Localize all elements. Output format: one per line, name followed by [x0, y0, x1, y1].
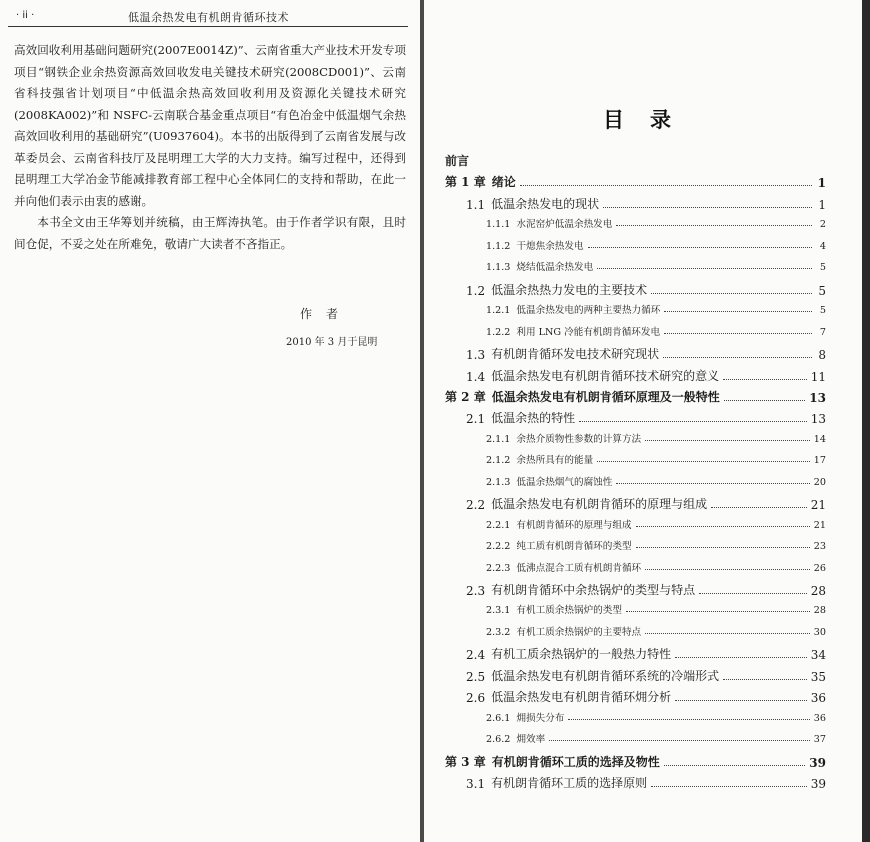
toc-leader-dots — [723, 679, 807, 680]
toc-entry-page: 11 — [810, 369, 826, 384]
toc-entry-number: 2.3.2 — [486, 626, 511, 638]
toc-entry-page: 7 — [819, 326, 826, 338]
author-signature: 作者 — [300, 307, 353, 321]
toc-leader-dots — [663, 357, 812, 358]
toc-entry-title: 㶲效率 — [516, 734, 546, 746]
toc-entry — [466, 281, 826, 298]
toc-entry-title: 低温余热发电有机朗肯循环原理及一般特性 — [491, 389, 720, 404]
toc-entry-title: 低温余热发电有机朗肯循环㶲分析 — [491, 690, 672, 705]
toc-entry-number: 2.2.1 — [486, 519, 511, 531]
toc-entry-title: 有机朗肯循环中余热锅炉的类型与特点 — [491, 583, 696, 597]
toc-entry-title: 有机朗肯循环工质的选择及物性 — [491, 754, 660, 769]
toc-leader-dots — [549, 740, 810, 741]
toc-entry — [486, 624, 826, 638]
toc-entry-title: 有机工质余热锅炉的主要特点 — [516, 626, 642, 638]
toc-leader-dots — [664, 765, 806, 766]
toc-entry-number: 1.2.2 — [486, 326, 511, 338]
running-title: 低温余热发电有机朗肯循环技术 — [128, 11, 289, 24]
toc-entry-page: 37 — [813, 734, 826, 746]
toc-entry-number: 1.2.1 — [486, 305, 511, 317]
paragraph: 高效回收利用基础问题研究(2007E0014Z)”、云南省重大产业技术开发专项项目“钢铁企业余热资源高效回收发电关键技术研究(2008CD001)”、云南省科技强省计划项目“中低温余热高效回收利用及资源化关键技术研究(2008KA002)”和 NSFC-云南联合基金重点项目“有色冶金中低温烟气余热高效回收利用的基础研究”(U0937604)。本书的出版得到了云南省发展与改革委员会、云南省科技厅及昆明理工大学的大力支持。编写过程中，还得到昆明理工大学冶金节能减排教育部工程中心全体同仁的支持和帮助，在此一并向他们表示由衷的感谢。 — [14, 43, 406, 208]
toc-leader-dots — [579, 421, 807, 422]
toc-entry-title: 利用 LNG 冷能有机朗肯循环发电 — [516, 326, 661, 338]
toc-leader-dots — [651, 293, 812, 294]
toc-entry — [486, 560, 826, 574]
toc-leader-dots — [636, 547, 810, 548]
toc-entry-title: 低温余热发电有机朗肯循环技术研究的意义 — [491, 368, 720, 383]
toc-entry-title: 绪论 — [491, 175, 516, 190]
toc-entry-title: 低温余热发电有机朗肯循环系统的冷端形式 — [491, 668, 720, 683]
toc-entry-title: 有机工质余热锅炉的一般热力特性 — [491, 647, 672, 662]
toc-entry-number: 2.6.1 — [486, 712, 511, 724]
toc-leader-dots — [664, 333, 812, 334]
toc-entry-title: 低温余热烟气的腐蚀性 — [516, 476, 613, 488]
toc-entry-page: 34 — [810, 648, 826, 663]
toc-entry-page: 39 — [809, 755, 826, 770]
toc-entry-number: 第 1 章 — [445, 175, 486, 190]
toc-entry — [466, 645, 826, 662]
toc-entry-number: 1.4 — [466, 369, 486, 384]
toc-entry-page: 39 — [810, 777, 826, 792]
toc-leader-dots — [616, 483, 809, 484]
toc-leader-dots — [603, 207, 812, 208]
toc-entry-page: 35 — [810, 669, 826, 684]
toc-entry — [466, 581, 826, 598]
toc-entry-number: 2.3 — [466, 584, 486, 598]
toc-entry — [486, 302, 826, 316]
toc-entry-title: 低温余热的特性 — [491, 411, 576, 426]
toc-entry-title: 纯工质有机朗肯循环的类型 — [516, 541, 632, 553]
toc-entry-number: 1.2 — [466, 283, 486, 298]
toc-leader-dots — [651, 786, 807, 787]
toc-entry — [486, 324, 826, 338]
toc-entry-title: 有机朗肯循环的原理与组成 — [516, 519, 632, 531]
toc-entry-title: 余热介质物性参数的计算方法 — [516, 433, 642, 445]
toc-leader-dots — [645, 633, 810, 634]
toc-entry-number: 1.1 — [466, 197, 486, 212]
toc-entry-number: 第 3 章 — [445, 754, 486, 769]
preface-text — [14, 40, 406, 255]
page-edge-shadow — [862, 0, 870, 842]
toc-entry-title: 低温余热热力发电的主要技术 — [491, 282, 648, 297]
toc-entry — [486, 517, 826, 531]
toc-entry — [486, 731, 826, 745]
toc-entry-page: 20 — [813, 476, 826, 488]
toc-entry — [466, 367, 826, 384]
toc-entry-page: 36 — [810, 691, 826, 706]
toc-entry — [486, 238, 826, 252]
toc-entry — [466, 409, 826, 426]
toc-entry-number: 2.6 — [466, 691, 486, 706]
toc-entry — [445, 753, 826, 770]
toc-leader-dots — [616, 225, 812, 226]
toc-entry-page: 13 — [809, 390, 826, 405]
toc-leader-dots — [675, 657, 807, 658]
toc-entry-title: 水泥窑炉低温余热发电 — [516, 219, 613, 231]
toc-entry — [486, 538, 826, 552]
toc-entry-title: 余热所具有的能量 — [516, 455, 594, 467]
running-header — [8, 6, 408, 27]
toc-entry-page: 1 — [817, 176, 826, 191]
toc-title: 目录 — [603, 108, 697, 132]
toc-entry-title: 低温余热发电的现状 — [491, 196, 600, 211]
toc-entry-number: 1.3 — [466, 348, 486, 363]
toc-entry-page: 26 — [813, 562, 826, 574]
toc-leader-dots — [636, 526, 810, 527]
toc-entry-number: 2.5 — [466, 669, 486, 684]
toc-leader-dots — [568, 719, 809, 720]
toc-entry-title: 低温余热发电有机朗肯循环的原理与组成 — [491, 497, 708, 512]
toc-entry-page: 21 — [810, 498, 826, 513]
toc-leader-dots — [588, 247, 812, 248]
toc-entry — [486, 710, 826, 724]
toc-entry — [486, 431, 826, 445]
toc-entry-page: 21 — [813, 519, 826, 531]
toc-entry-number: 2.2.2 — [486, 541, 511, 553]
toc-entry — [486, 452, 826, 466]
toc-entry — [486, 259, 826, 273]
toc-leader-dots — [597, 461, 810, 462]
toc-entry-page: 2 — [819, 219, 826, 231]
toc-entry-title: 有机朗肯循环工质的选择原则 — [491, 776, 648, 791]
toc-entry-number: 3.1 — [466, 777, 486, 792]
toc-leader-dots — [723, 379, 807, 380]
toc-entry-title: 干熄焦余热发电 — [516, 240, 584, 252]
toc-entry-title: 前言 — [445, 154, 470, 168]
toc-entry — [466, 667, 826, 684]
toc-entry-page: 1 — [818, 197, 826, 212]
toc-entry-number: 2.6.2 — [486, 734, 511, 746]
toc-entry-number: 2.1.3 — [486, 476, 511, 488]
toc-entry — [445, 388, 826, 405]
toc-entry-page: 14 — [813, 433, 826, 445]
toc-leader-dots — [597, 268, 812, 269]
toc-entry-number: 1.1.2 — [486, 240, 511, 252]
toc-entry-number: 2.1 — [466, 412, 486, 427]
toc-leader-dots — [699, 593, 807, 594]
toc-entry-title: 有机朗肯循环发电技术研究现状 — [491, 347, 660, 362]
toc-entry-number: 2.4 — [466, 648, 486, 663]
toc-entry-title: 烧结低温余热发电 — [516, 262, 594, 274]
toc-entry-number: 2.3.1 — [486, 605, 511, 617]
toc-leader-dots — [645, 440, 810, 441]
toc-entry-page: 17 — [813, 455, 826, 467]
toc-entry — [466, 774, 826, 791]
toc-leader-dots — [724, 400, 806, 401]
toc-entry-number: 2.2 — [466, 498, 486, 513]
toc-entry-number: 第 2 章 — [445, 389, 486, 404]
toc-entry-number: 2.1.2 — [486, 455, 511, 467]
toc-entry-number: 2.1.1 — [486, 433, 511, 445]
page-number: · ii · — [16, 10, 35, 21]
toc-entry — [445, 152, 469, 169]
toc-entry-number: 2.2.3 — [486, 562, 511, 574]
toc-entry — [466, 495, 826, 512]
toc-entry-page: 5 — [819, 262, 826, 274]
toc-leader-dots — [711, 507, 807, 508]
toc-entry — [486, 474, 826, 488]
toc-entry — [445, 173, 826, 190]
toc-entry-page: 5 — [818, 283, 826, 298]
toc-entry — [466, 195, 826, 212]
toc-entry-number: 1.1.3 — [486, 262, 511, 274]
toc-entry — [486, 216, 826, 230]
toc-entry-page: 36 — [813, 712, 826, 724]
toc-entry-number: 1.1.1 — [486, 219, 511, 231]
toc-entry-title: 㶲损失分布 — [516, 712, 565, 724]
toc-leader-dots — [520, 185, 812, 186]
toc-entry-page: 8 — [818, 348, 826, 363]
toc-entry-page: 28 — [810, 584, 826, 598]
toc-leader-dots — [645, 569, 810, 570]
toc-entry-title: 有机工质余热锅炉的类型 — [516, 605, 622, 617]
toc-entry — [486, 602, 826, 616]
toc-leader-dots — [664, 311, 812, 312]
toc-entry-page: 23 — [813, 541, 826, 553]
toc-entry-page: 13 — [810, 412, 826, 427]
toc-entry-title: 低沸点混合工质有机朗肯循环 — [516, 562, 642, 574]
toc-entry-page: 30 — [813, 626, 826, 638]
toc-entry-title: 低温余热发电的两种主要热力循环 — [516, 305, 661, 317]
toc-entry-page: 28 — [813, 605, 826, 617]
toc-entry — [466, 345, 826, 362]
left-page — [0, 0, 420, 842]
toc-entry — [466, 688, 826, 705]
toc-entry-page: 4 — [819, 240, 826, 252]
toc-leader-dots — [626, 611, 810, 612]
toc-leader-dots — [675, 700, 807, 701]
signature-date: 2010 年 3 月于昆明 — [286, 337, 378, 348]
toc-entry-page: 5 — [819, 305, 826, 317]
paragraph: 本书全文由王华筹划并统稿，由王辉涛执笔。由于作者学识有限，且时间仓促，不妥之处在所难免，敬请广大读者不吝指正。 — [14, 215, 406, 251]
